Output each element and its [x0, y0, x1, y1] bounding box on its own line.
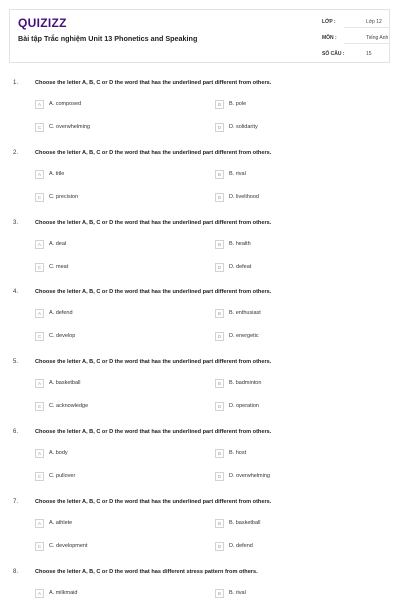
option-letter-box: C	[35, 123, 44, 132]
meta-subject-value: Tiếng Anh	[366, 35, 389, 41]
meta-count-value: 15	[366, 51, 372, 57]
option-text: D. operation	[229, 403, 259, 410]
option-letter-box: B	[215, 589, 224, 598]
question-number: 3.	[13, 219, 19, 226]
option-text: D. energetic	[229, 333, 259, 340]
meta-grade-label: LỚP :	[322, 19, 336, 25]
option-text: B. badminton	[229, 380, 262, 387]
question-number: 5.	[13, 359, 19, 366]
option-text: A. basketball	[49, 380, 81, 387]
question-text: Choose the letter A, B, C or D the word that has different stress pattern from others.	[35, 568, 258, 575]
option-letter-box: A	[35, 379, 44, 388]
option-letter-box: C	[35, 542, 44, 551]
question-number: 1.	[13, 80, 19, 86]
option-text: A. athlete	[49, 519, 73, 526]
meta-count-label: SỐ CÂU :	[322, 51, 345, 57]
option-text: B. rival	[229, 589, 246, 596]
quizizz-logo: QUIZIZZ	[18, 16, 67, 30]
option-text: D. livelihood	[229, 193, 259, 200]
question-number: 7.	[13, 498, 19, 505]
question-6	[0, 429, 400, 499]
option-letter-box: B	[215, 170, 224, 179]
option-letter-box: B	[215, 309, 224, 318]
option-letter-box: B	[215, 449, 224, 458]
option-letter-box: D	[215, 193, 224, 202]
question-text: Choose the letter A, B, C or D the word that has the underlined part different from others.	[35, 219, 272, 226]
option-text: C. overwhelming	[49, 124, 90, 130]
option-text: B. rival	[229, 170, 246, 177]
worksheet-header	[9, 9, 390, 63]
option-letter-box: B	[215, 379, 224, 388]
question-number: 4.	[13, 289, 19, 296]
option-text: C. pullover	[49, 473, 76, 479]
option-letter-box: D	[215, 263, 224, 272]
option-text: A. milkmaid	[49, 589, 78, 596]
option-text: D. defend	[229, 542, 253, 549]
question-7	[0, 499, 400, 569]
option-text: A. title	[49, 170, 65, 177]
option-text: A. composed	[49, 101, 82, 107]
meta-row-grade	[322, 15, 390, 29]
option-text: D. defeat	[229, 263, 252, 270]
option-letter-box: D	[215, 402, 224, 411]
option-letter-box: D	[215, 123, 224, 132]
question-4	[0, 289, 400, 359]
option-text: A. deal	[49, 240, 67, 247]
question-8	[0, 569, 400, 600]
question-text: Choose the letter A, B, C or D the word that has the underlined part different from others.	[35, 359, 272, 366]
option-text: D. overwhelming	[229, 473, 270, 479]
option-text: C. acknowledge	[49, 403, 89, 410]
option-text: B. host	[229, 450, 247, 456]
option-text: B. enthusiast	[229, 310, 261, 317]
option-text: A. defend	[49, 310, 73, 317]
option-letter-box: C	[35, 193, 44, 202]
question-3	[0, 220, 400, 290]
question-number: 8.	[13, 568, 19, 575]
option-text: D. solidarity	[229, 124, 258, 130]
option-text: B. health	[229, 240, 251, 247]
meta-row-count	[322, 47, 390, 61]
option-letter-box: A	[35, 309, 44, 318]
option-text: A. body	[49, 450, 68, 456]
option-letter-box: B	[215, 240, 224, 249]
option-letter-box: A	[35, 100, 44, 109]
question-5	[0, 359, 400, 429]
option-text: C. develop	[49, 333, 76, 340]
option-letter-box: C	[35, 263, 44, 272]
option-letter-box: D	[215, 472, 224, 481]
meta-grade-value: Lớp 12	[366, 19, 382, 25]
option-letter-box: C	[35, 332, 44, 341]
meta-divider	[344, 27, 390, 28]
option-letter-box: C	[35, 402, 44, 411]
option-text: C. precision	[49, 193, 79, 200]
option-text: B. basketball	[229, 519, 261, 526]
option-letter-box: B	[215, 519, 224, 528]
option-text: B. pole	[229, 101, 247, 107]
option-text: C. development	[49, 542, 88, 549]
option-letter-box: A	[35, 240, 44, 249]
option-text: C. meat	[49, 263, 69, 270]
question-2	[0, 150, 400, 220]
question-number: 6.	[13, 429, 19, 435]
question-text: Choose the letter A, B, C or D the word that has the underlined part different from others.	[35, 429, 272, 435]
option-letter-box: B	[215, 100, 224, 109]
meta-subject-label: MÔN :	[322, 35, 337, 41]
question-text: Choose the letter A, B, C or D the word that has the underlined part different from others.	[35, 149, 272, 156]
option-letter-box: A	[35, 449, 44, 458]
question-1	[0, 80, 400, 150]
worksheet-title: Bài tập Trắc nghiệm Unit 13 Phonetics and Speaking	[18, 34, 198, 43]
question-text: Choose the letter A, B, C or D the word that has the underlined part different from others.	[35, 498, 272, 505]
question-number: 2.	[13, 149, 19, 156]
option-letter-box: A	[35, 589, 44, 598]
question-text: Choose the letter A, B, C or D the word that has the underlined part different from others.	[35, 289, 272, 296]
option-letter-box: D	[215, 332, 224, 341]
worksheet-meta	[322, 10, 390, 62]
option-letter-box: D	[215, 542, 224, 551]
question-text: Choose the letter A, B, C or D the word that has the underlined part different from others.	[35, 80, 272, 86]
meta-divider	[344, 43, 390, 44]
option-letter-box: A	[35, 170, 44, 179]
meta-row-subject	[322, 31, 390, 45]
option-letter-box: C	[35, 472, 44, 481]
option-letter-box: A	[35, 519, 44, 528]
